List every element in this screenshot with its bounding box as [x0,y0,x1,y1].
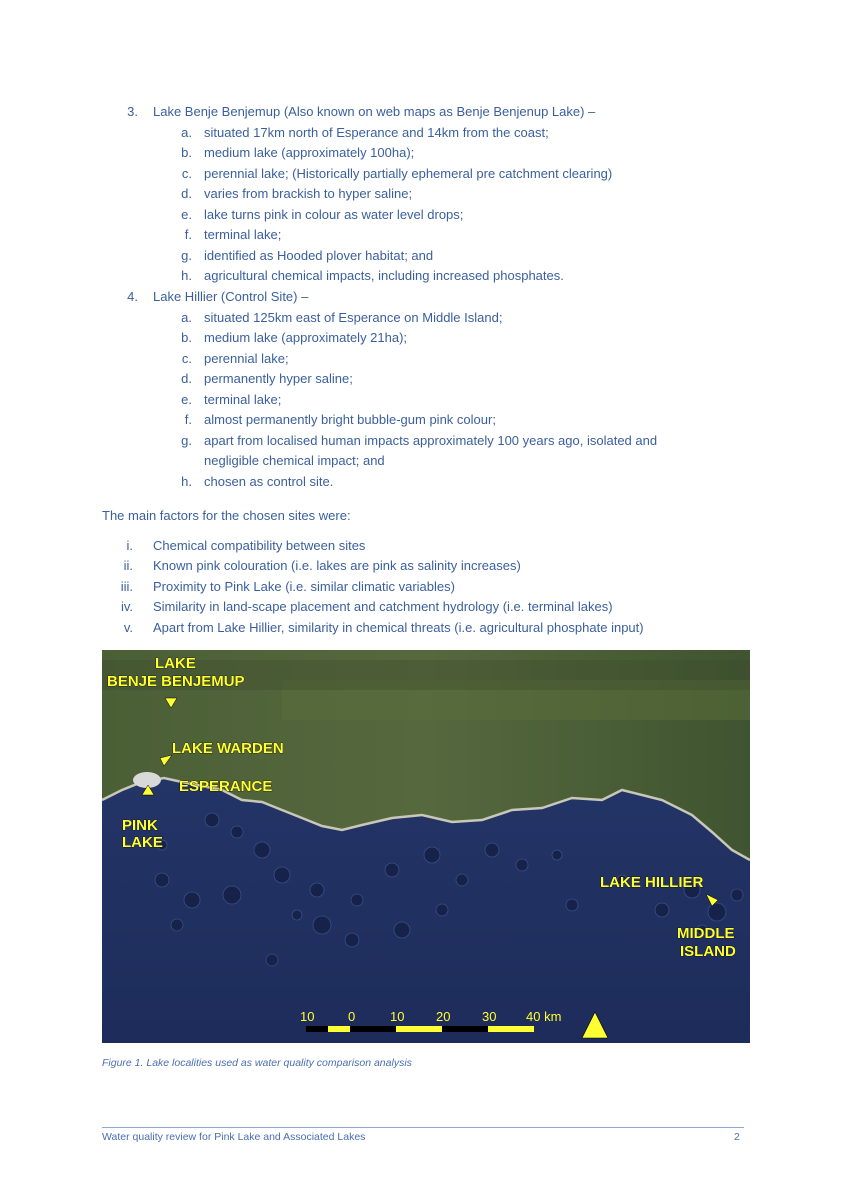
list-marker: c. [181,351,192,366]
list-item: medium lake (approximately 100ha); [204,145,415,160]
scale-label: 10 [300,1009,315,1024]
list-marker: g. [181,433,192,448]
scale-segment [328,1026,350,1032]
scale-label: 0 [348,1009,356,1024]
list-marker: g. [181,248,192,263]
list-item: permanently hyper saline; [204,371,353,386]
footer-divider [102,1127,744,1128]
list-marker: a. [181,310,192,325]
section-title: Lake Benje Benjemup (Also known on web maps as Benje Benjenup Lake) – [153,104,596,119]
list-item: situated 17km north of Esperance and 14km from the coast; [204,125,549,140]
list-item: chosen as control site. [204,474,334,489]
list-marker: c. [181,166,192,181]
list-item: identified as Hooded plover habitat; and [204,248,434,263]
section-number: 4. [127,289,138,304]
lake-locality-map [102,650,750,1043]
factor-item: Known pink colouration (i.e. lakes are pink as salinity increases) [153,558,521,573]
map-label-warden: LAKE WARDEN [172,740,284,757]
list-marker: e. [181,392,192,407]
list-marker: ii. [123,558,133,573]
list-marker: a. [181,125,192,140]
map-label-pink-lake: PINK [122,817,158,834]
scale-segment [396,1026,442,1032]
scale-label: 40 km [526,1009,562,1024]
factor-item: Proximity to Pink Lake (i.e. similar climatic variables) [153,579,455,594]
list-marker: iv. [120,599,133,614]
map-label-middle-island: MIDDLE [677,925,735,942]
list-marker: d. [181,186,192,201]
page-number: 2 [734,1131,740,1143]
scale-segment [350,1026,396,1032]
scale-segment [488,1026,534,1032]
list-marker: d. [181,371,192,386]
footer-title: Water quality review for Pink Lake and Associated Lakes [102,1131,366,1143]
list-item: perennial lake; (Historically partially ephemeral pre catchment clearing) [204,166,613,181]
factors-intro: The main factors for the chosen sites were: [102,508,351,523]
pink-lake-shape [133,772,161,788]
list-marker: f. [184,412,192,427]
list-item: agricultural chemical impacts, including increased phosphates. [204,268,564,283]
list-marker: i. [126,538,133,553]
list-marker: f. [184,227,192,242]
map-label-benje: BENJE BENJEMUP [107,673,245,690]
section-title: Lake Hillier (Control Site) – [153,289,309,304]
map-label-pink-lake: LAKE [122,834,163,851]
scale-label: 20 [436,1009,451,1024]
section-number: 3. [127,104,138,119]
list-marker: h. [181,268,192,283]
map-label-benje: LAKE [155,655,196,672]
list-item: terminal lake; [204,227,282,242]
map-label-middle-island: ISLAND [680,943,736,960]
list-item: perennial lake; [204,351,289,366]
scale-segment [306,1026,328,1032]
list-item: situated 125km east of Esperance on Middle Island; [204,310,503,325]
figure-caption: Figure 1. Lake localities used as water quality comparison analysis [102,1057,412,1069]
list-item: apart from localised human impacts approximately 100 years ago, isolated and [204,433,658,448]
scale-label: 30 [482,1009,497,1024]
scale-segment [442,1026,488,1032]
list-marker: e. [181,207,192,222]
list-item: medium lake (approximately 21ha); [204,330,408,345]
list-item-continuation: negligible chemical impact; and [204,453,385,468]
list-item: varies from brackish to hyper saline; [204,186,413,201]
list-item: almost permanently bright bubble-gum pink colour; [204,412,496,427]
list-marker: b. [181,145,192,160]
factor-item: Similarity in land-scape placement and catchment hydrology (i.e. terminal lakes) [153,599,613,614]
list-marker: v. [123,620,133,635]
list-marker: h. [181,474,192,489]
factor-item: Chemical compatibility between sites [153,538,366,553]
list-marker: iii. [120,579,133,594]
list-item: lake turns pink in colour as water level drops; [204,207,464,222]
factor-item: Apart from Lake Hillier, similarity in chemical threats (i.e. agricultural phosphate input) [153,620,644,635]
list-marker: b. [181,330,192,345]
scale-label: 10 [390,1009,405,1024]
map-label-hillier: LAKE HILLIER [600,874,704,891]
map-label-esperance: ESPERANCE [179,778,273,795]
list-item: terminal lake; [204,392,282,407]
